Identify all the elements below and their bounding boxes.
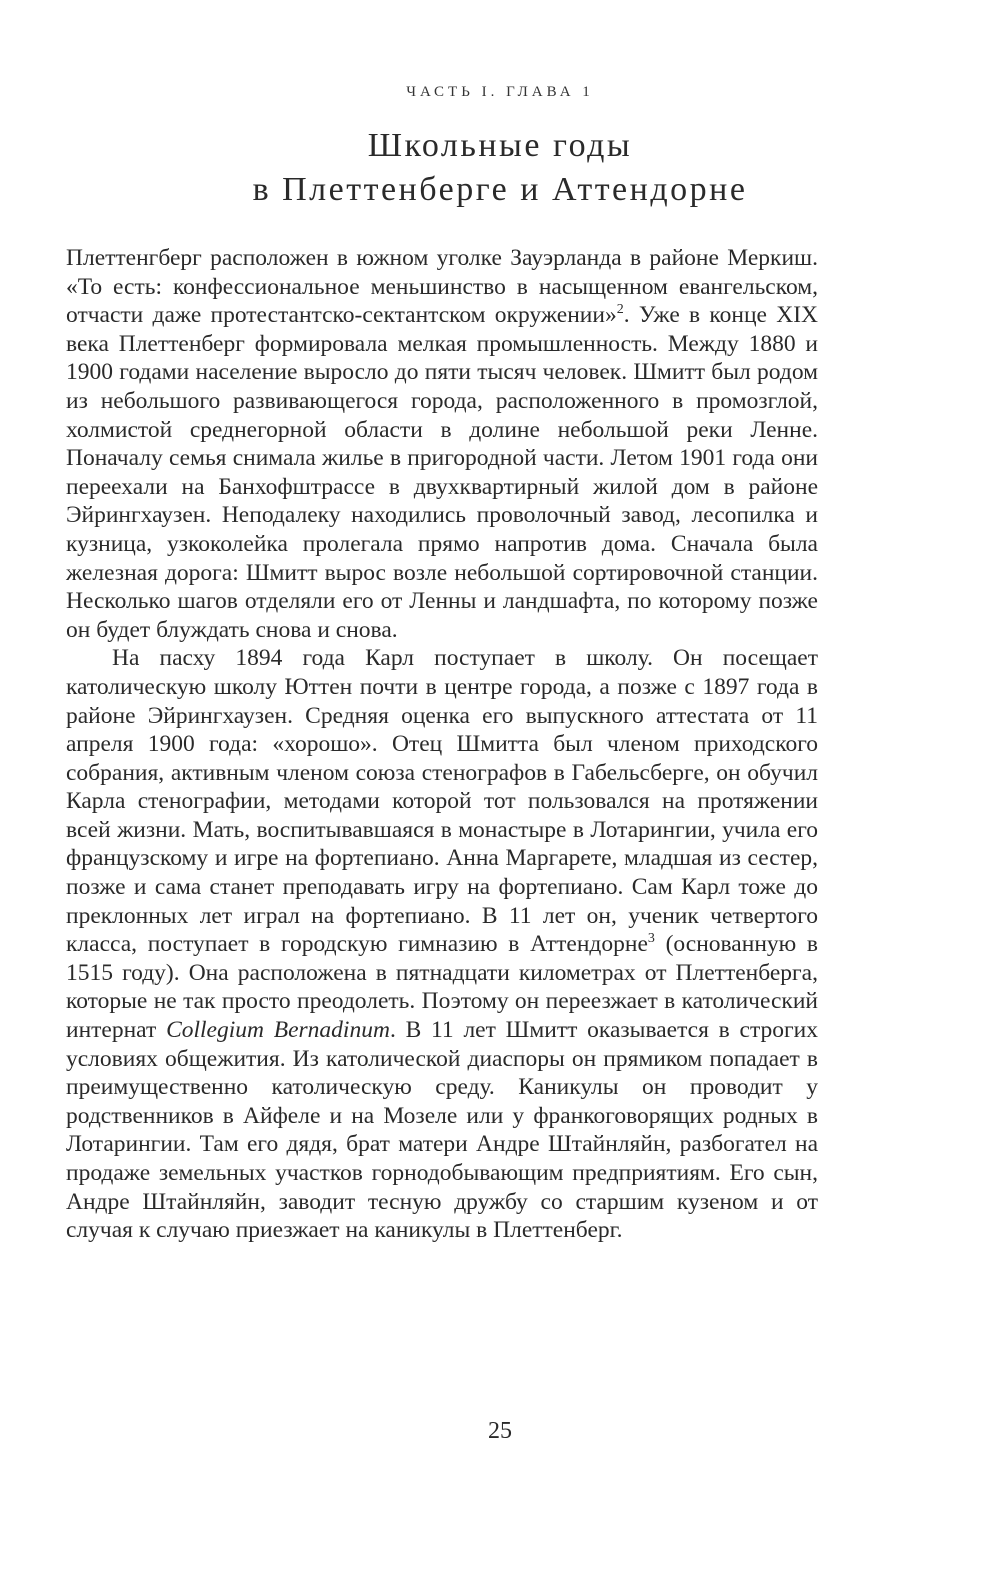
body-text xyxy=(66,244,818,1245)
chapter-title xyxy=(0,124,1000,212)
footnote-ref-3: 3 xyxy=(647,931,655,947)
chapter-title-line-1: Школьные годы xyxy=(367,127,633,164)
paragraph-1 xyxy=(66,244,818,644)
paragraph-2-text-a: На пасху 1894 года Карл поступает в школу. Он посещает католическую школу Юттен почти в центре города, а позже с 1897 года в районе Эйрингхаузен. Средняя оценка его выпускного аттестата от 11 апреля 1900 года: «хорошо». Отец Шмитта был членом приходского собрания, активным членом союза стенографов в Габельсберге, он обучил Карла стенографии, методами которой тот пользовался на протяжении всей жизни. Мать, воспитывавшаяся в монастыре в Лотарингии, учила его французскому и игре на фортепиано. Анна Маргарете, младшая из сестер, позже и сама станет преподавать игру на фортепиано. Сам Карл тоже до преклонных лет играл на фортепиано. В 11 лет он, ученик четвертого класса, поступает в городскую гимназию в Аттендорне xyxy=(66,645,818,958)
paragraph-1-text-b: . Уже в конце XIX века Плеттенберг формировала мелкая промышленность. Между 1880 и 1900 годами население выросло до пяти тысяч человек. Шмитт был родом из небольшого развивающегося города, расположенного в промозглой, холмистой среднегорной области в долине небольшой реки Ленне. Поначалу семья снимала жилье в пригородной части. Летом 1901 года они переехали на Банхофштрассе в двухквартирный жилой дом в районе Эйрингхаузен. Неподалеку находились проволочный завод, лесопилка и кузница, узкоколейка пролегала прямо напротив дома. Сначала была железная дорога: Шмитт вырос возле небольшой сортировочной станции. Несколько шагов отделяли его от Ленны и ландшафта, по которому позже он будет блуждать снова и снова. xyxy=(66,302,818,643)
paragraph-1-text-a: Плеттенгберг расположен в южном уголке Зауэрланда в районе Меркиш. «То есть: конфессиональное меньшинство в насыщенном евангельском, отчасти даже протестантско-сектантском окружении» xyxy=(66,245,818,329)
page-number: 25 xyxy=(488,1418,512,1444)
footnote-ref-2: 2 xyxy=(616,302,624,318)
chapter-title-line-2: в Плеттенберге и Аттендорне xyxy=(252,171,748,208)
paragraph-2-text-c: . В 11 лет Шмитт оказывается в строгих условиях общежития. Из католической диаспоры он прямиком попадает в преимущественно католическую среду. Каникулы он проводит у родственников в Айфеле и на Мозеле или у франкоговорящих родных в Лотарингии. Там его дядя, брат матери Андре Штайнляйн, разбогател на продаже земельных участков горнодобывающим предприятиям. Его сын, Андре Штайнляйн, заводит тесную дружбу со старшим кузеном и от случая к случаю приезжает на каникулы в Плеттенберг. xyxy=(66,1017,818,1244)
paragraph-2 xyxy=(66,644,818,1244)
running-head: ЧАСТЬ I. ГЛАВА 1 xyxy=(406,84,594,100)
paragraph-2-text-b: (основанную в 1515 году). Она расположена в пятнадцати километрах от Плеттенберга, которые не так просто преодолеть. Поэтому он переезжает в католический интернат xyxy=(66,931,818,1044)
latin-term: Collegium Bernadinum xyxy=(166,1017,390,1044)
